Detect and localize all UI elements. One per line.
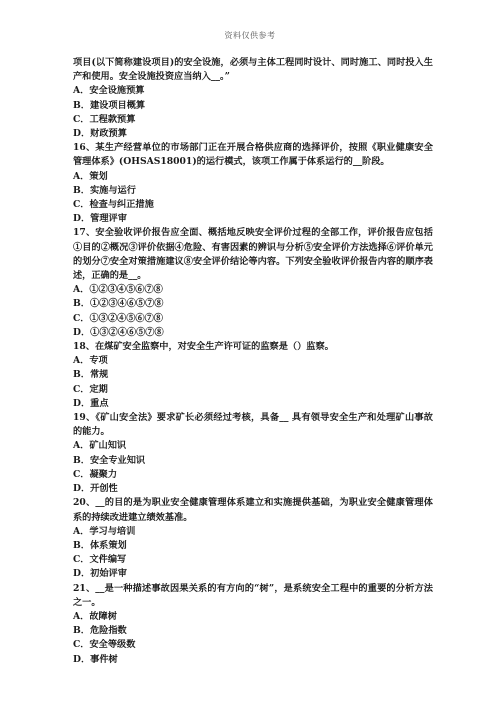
option-b: B．常规 <box>73 369 109 381</box>
option-c: C．凝聚力 <box>73 468 118 480</box>
option-d: D．重点 <box>73 397 109 409</box>
option-d: D．开创性 <box>73 483 118 495</box>
question-block <box>73 340 433 411</box>
question-text: 项目(以下简称建设项目)的安全设施，必须与主体工程同时设计、同时施工、同时投入生产和使用。安全设施投资应当纳入__。” <box>73 57 433 83</box>
option-c: C．检查与纠正措施 <box>73 199 154 211</box>
option-a: A．矿山知识 <box>73 440 127 452</box>
question-block <box>73 226 433 340</box>
option-b: B．体系策划 <box>73 539 127 551</box>
option-c: C．文件编写 <box>73 554 127 566</box>
option-c: C．安全等级数 <box>73 639 136 651</box>
option-a: A．①②③④⑤⑥⑦⑧ <box>73 284 163 296</box>
option-d: D．事件树 <box>73 653 118 665</box>
question-block <box>73 411 433 496</box>
option-b: B．危险指数 <box>73 625 127 637</box>
option-d: D．财政预算 <box>73 128 127 140</box>
option-a: A．故障树 <box>73 610 117 622</box>
question-block <box>73 496 433 581</box>
option-d: D．①③②④⑥⑤⑦⑧ <box>73 326 164 338</box>
option-a: A．学习与培训 <box>73 525 136 537</box>
question-block <box>73 56 433 141</box>
option-b: B．安全专业知识 <box>73 454 146 466</box>
question-text: 20、__的目的是为职业安全健康管理体系建立和实施提供基础，为职业安全健康管理体系的持续改进建立绩效基准。 <box>73 497 433 523</box>
question-text: 17、安全验收评价报告应全面、概括地反映安全评价过程的全部工作，评价报告应包括①目的②概况③评价依据④危险、有害因素的辨识与分析⑤安全评价方法选择⑥评价单元的划分⑦安全对策措施建议⑧安全评价结论等内容。下列安全验收评价报告内容的顺序表述，正确的是__。 <box>73 227 433 282</box>
question-block <box>73 582 433 667</box>
option-a: A．策划 <box>73 170 108 182</box>
option-a: A．专项 <box>73 355 108 367</box>
option-c: C．定期 <box>73 383 108 395</box>
option-a: A．安全设施预算 <box>73 85 145 97</box>
option-b: B．建设项目概算 <box>73 99 146 111</box>
document-body <box>73 56 433 667</box>
option-b: B．实施与运行 <box>73 184 136 196</box>
question-text: 18、在煤矿安全监察中，对安全生产许可证的监察是（）监察。 <box>73 341 334 353</box>
option-d: D．初始评审 <box>73 568 127 580</box>
question-text: 19、《矿山安全法》要求矿长必须经过考核，具备__ 具有领导安全生产和处理矿山事故的能力。 <box>73 412 433 438</box>
option-b: B．①②③④⑥⑤⑦⑧ <box>73 298 164 310</box>
question-text: 21、__是一种描述事故因果关系的有方向的“树”，是系统安全工程中的重要的分析方法之一。 <box>73 582 433 608</box>
page-header: 资料仅供参考 <box>224 31 276 40</box>
option-c: C．工程款预算 <box>73 113 136 125</box>
question-block <box>73 141 433 226</box>
option-c: C．①③②④⑤⑥⑦⑧ <box>73 312 163 324</box>
option-d: D．管理评审 <box>73 213 127 225</box>
question-text: 16、某生产经营单位的市场部门正在开展合格供应商的选择评价，按照《职业健康安全管理体系》(OHSAS18001)的运行模式，该项工作属于体系运行的__阶段。 <box>73 142 433 168</box>
